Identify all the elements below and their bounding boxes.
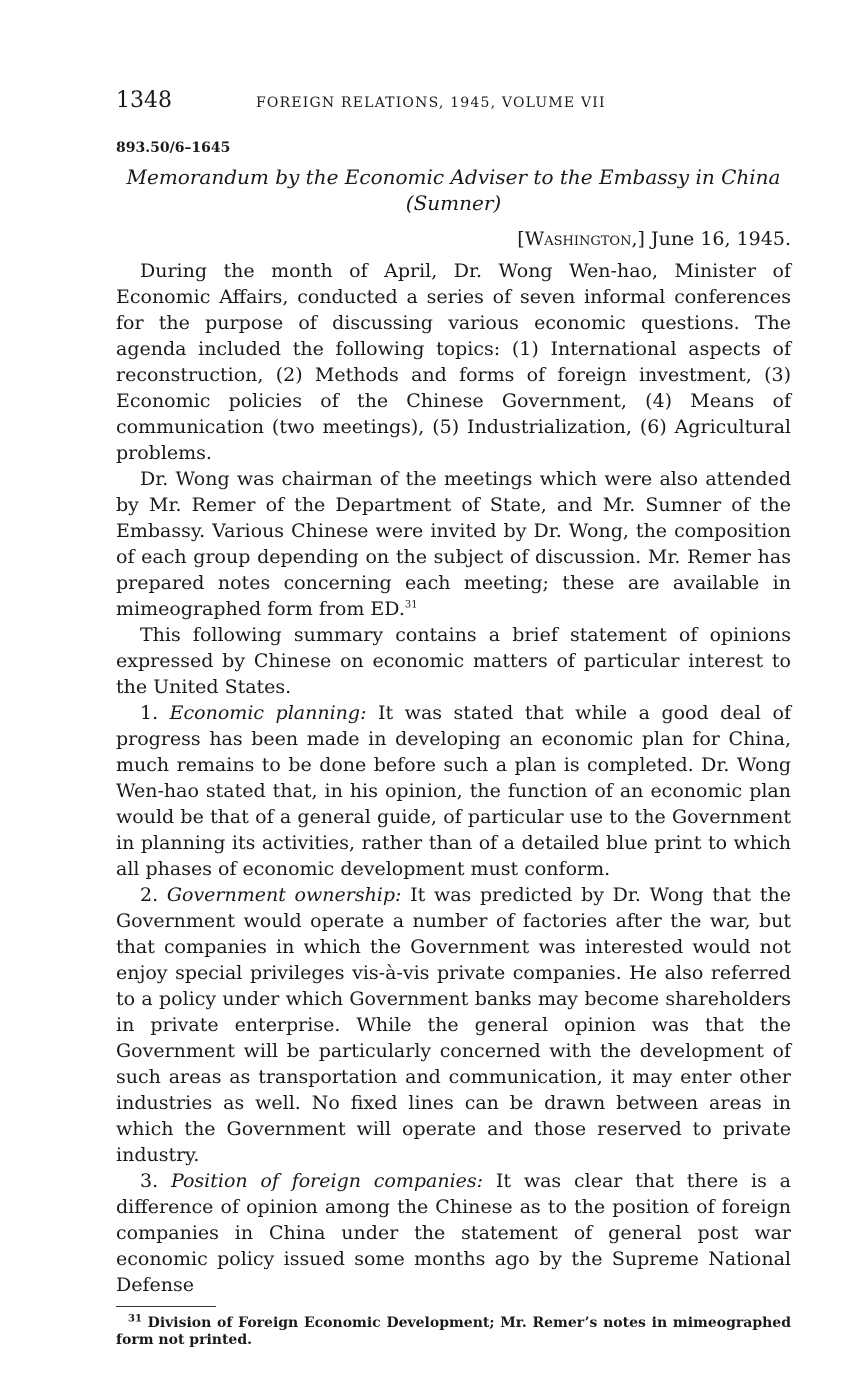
page-number: 1348 (116, 88, 172, 113)
paragraph-economic-planning (116, 700, 791, 882)
footnote-number: 31 (128, 1313, 142, 1325)
item-number-1: 1. (140, 702, 159, 724)
memo-title-line1: Memorandum by the Economic Adviser to the Embassy in China (126, 165, 781, 189)
paragraph-2 (116, 466, 791, 622)
memo-title (116, 164, 791, 216)
paragraph-2-text: Dr. Wong was chairman of the meetings which were also attended by Mr. Remer of the Department of State, and Mr. Sumner of the Embassy. Various Chinese were invited by Dr. Wong, the composition of each group depending on the subject of discussion. Mr. Remer has prepared notes concerning each meeting; these are available in mimeographed form from ED. (116, 468, 791, 620)
dateline-date: June 16, 1945. (650, 228, 791, 250)
file-number: 893.50/6–1645 (116, 140, 231, 156)
dateline-place: [Washington,] (517, 228, 645, 250)
document-page (116, 88, 791, 1349)
page-header (116, 88, 791, 122)
memo-title-line2: (Sumner) (405, 191, 502, 215)
paragraph-government-ownership (116, 882, 791, 1168)
running-title: FOREIGN RELATIONS, 1945, VOLUME VII (256, 95, 606, 111)
heading-government-ownership: Government ownership: (166, 884, 402, 906)
paragraph-3: This following summary contains a brief statement of opinions expressed by Chinese on economic matters of particular interest to the United States. (116, 624, 791, 698)
dateline (116, 228, 791, 258)
paragraph-foreign-companies (116, 1168, 791, 1298)
text-foreign-companies: It was clear that there is a difference of opinion among the Chinese as to the position of foreign companies in China under the statement of general post war economic policy issued some months ago by the Supreme National Defense (116, 1170, 791, 1296)
footnote-31 (116, 1315, 791, 1349)
footnote-divider (116, 1306, 216, 1307)
item-number-3: 3. (140, 1170, 159, 1192)
text-economic-planning: It was stated that while a good deal of progress has been made in developing an economic plan for China, much remains to be done before such a plan is completed. Dr. Wong Wen-hao stated that, in his opinion, the function of an economic plan would be that of a general guide, of particular use to the Government in planning its activities, rather than of a detailed blue print to which all phases of economic development must conform. (116, 702, 791, 880)
footnote-text: Division of Foreign Economic Development; Mr. Remer’s notes in mimeographed form not printed. (116, 1315, 791, 1348)
heading-foreign-companies: Position of foreign companies: (170, 1170, 484, 1192)
text-government-ownership: It was predicted by Dr. Wong that the Government would operate a number of factories after the war, but that companies in which the Government was interested would not enjoy special privileges vis-à-vis private companies. He also referred to a policy under which Government banks may become shareholders in private enterprise. While the general opinion was that the Government will be particularly concerned with the development of such areas as transportation and communication, it may enter other industries as well. No fixed lines can be drawn between areas in which the Government will operate and those reserved to private industry. (116, 884, 791, 1166)
heading-economic-planning: Economic planning: (169, 702, 367, 724)
item-number-2: 2. (140, 884, 159, 906)
paragraph-1: During the month of April, Dr. Wong Wen-hao, Minister of Economic Affairs, conducted a series of seven informal conferences for the purpose of discussing various economic questions. The agenda included the following topics: (1) International aspects of reconstruction, (2) Methods and forms of foreign investment, (3) Economic policies of the Chinese Government, (4) Means of communication (two meetings), (5) Industrialization, (6) Agricultural problems. (116, 260, 791, 464)
footnote-ref-31: 31 (404, 599, 418, 611)
